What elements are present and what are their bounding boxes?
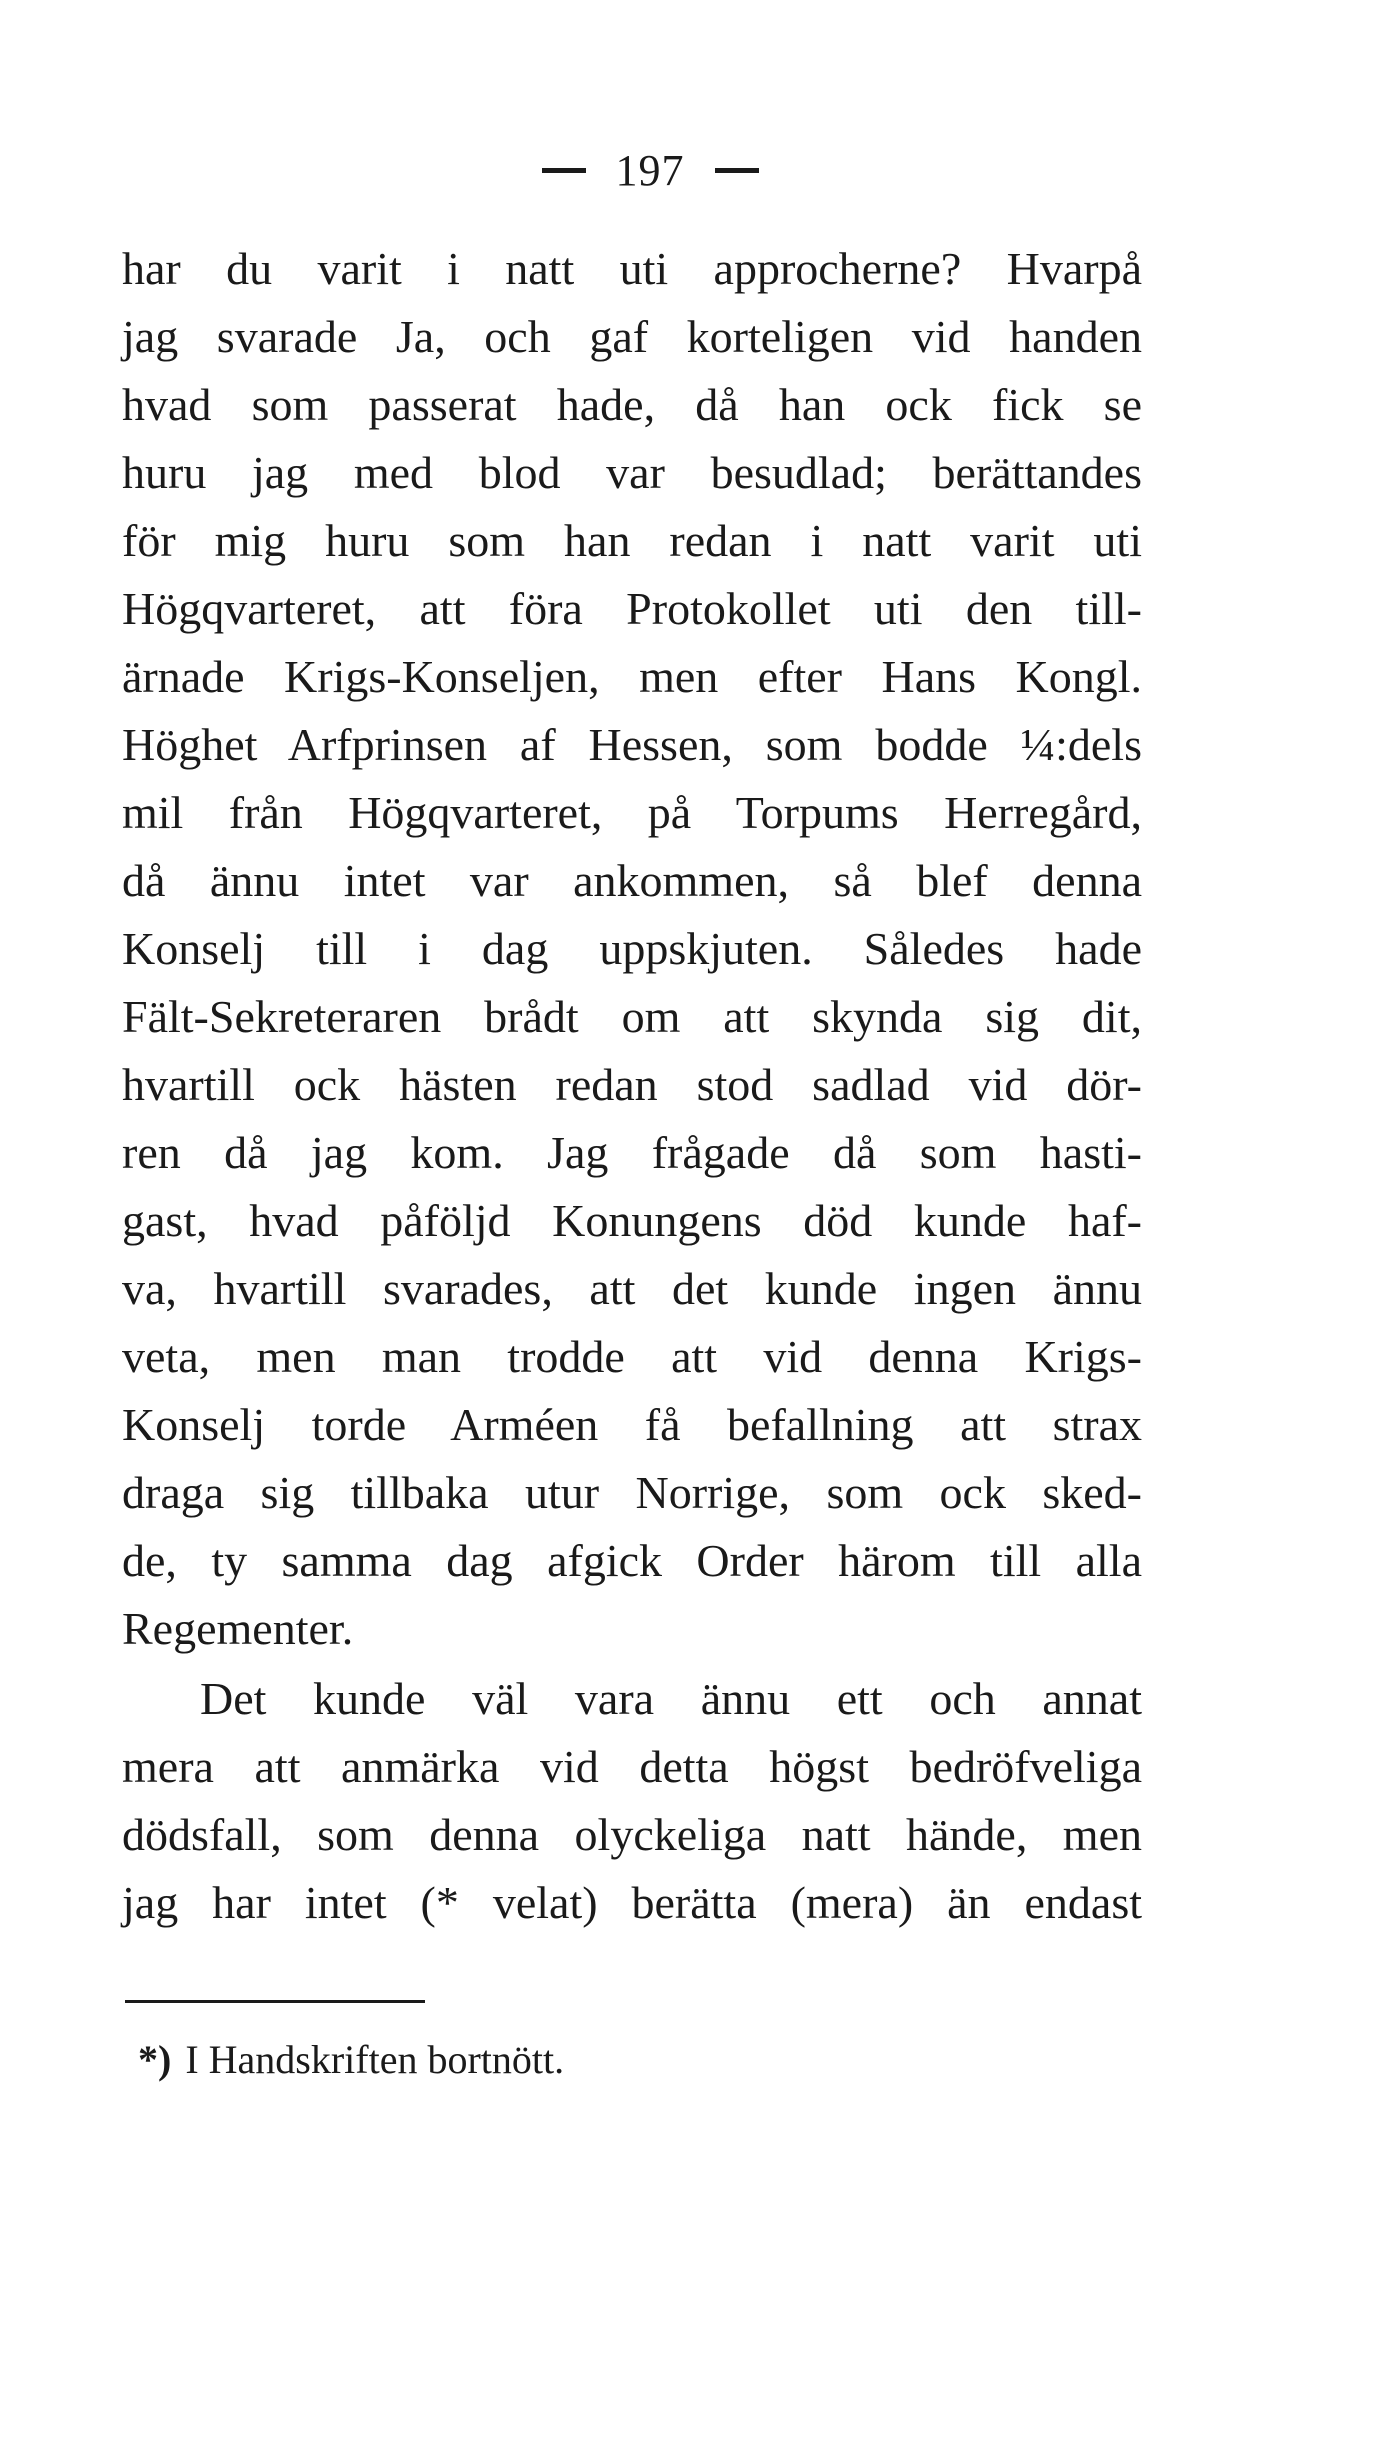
text-line: Högqvarteret, att föra Protokollet uti den till- — [122, 583, 1142, 634]
text-line: mil från Högqvarteret, på Torpums Herregård, — [122, 787, 1142, 838]
page-header — [440, 140, 860, 200]
text-line: då ännu intet var ankommen, så blef denna — [122, 855, 1142, 906]
header-dash-left — [542, 168, 586, 173]
text-line: ärnade Krigs-Konseljen, men efter Hans Kongl. — [122, 651, 1142, 702]
text-line: för mig huru som han redan i natt varit uti — [122, 515, 1142, 566]
paragraph-2 — [122, 1665, 1142, 1937]
text-line: Konselj till i dag uppskjuten. Således hade — [122, 923, 1142, 974]
footnote-marker: *) — [138, 2037, 172, 2082]
text-line: jag svarade Ja, och gaf korteligen vid handen — [122, 311, 1142, 362]
text-line: Fält-Sekreteraren brådt om att skynda sig dit, — [122, 991, 1142, 1042]
text-line: Det kunde väl vara ännu ett och annat — [200, 1673, 1142, 1724]
text-line: hvad som passerat hade, då han ock fick se — [122, 379, 1142, 430]
text-line: huru jag med blod var besudlad; berättandes — [122, 447, 1142, 498]
text-line: har du varit i natt uti approcherne? Hvarpå — [122, 243, 1142, 294]
text-line: ren då jag kom. Jag frågade då som hasti- — [122, 1127, 1142, 1178]
text-line: va, hvartill svarades, att det kunde ingen ännu — [122, 1263, 1142, 1314]
page-number: 197 — [615, 145, 685, 195]
text-line: veta, men man trodde att vid denna Krigs- — [122, 1331, 1142, 1382]
text-line: de, ty samma dag afgick Order härom till alla — [122, 1535, 1142, 1586]
header-dash-right — [715, 168, 759, 173]
footnote-text: I Handskriften bortnött. — [185, 2037, 565, 2082]
footnote-divider — [125, 2000, 425, 2003]
text-line: draga sig tillbaka utur Norrige, som ock sked- — [122, 1467, 1142, 1518]
text-line: Konselj torde Arméen få befallning att strax — [122, 1399, 1142, 1450]
text-line: jag har intet (* velat) berätta (mera) än endast — [122, 1877, 1142, 1928]
text-line: mera att anmärka vid detta högst bedröfveliga — [122, 1741, 1142, 1792]
text-line: Regementer. — [122, 1603, 354, 1654]
footnote — [138, 2030, 564, 2090]
paragraph-1 — [122, 235, 1142, 1663]
text-line: Höghet Arfprinsen af Hessen, som bodde ¼:dels — [122, 719, 1142, 770]
text-line: hvartill ock hästen redan stod sadlad vid dör- — [122, 1059, 1142, 1110]
text-line: gast, hvad påföljd Konungens död kunde haf- — [122, 1195, 1142, 1246]
text-line: dödsfall, som denna olyckeliga natt hände, men — [122, 1809, 1142, 1860]
